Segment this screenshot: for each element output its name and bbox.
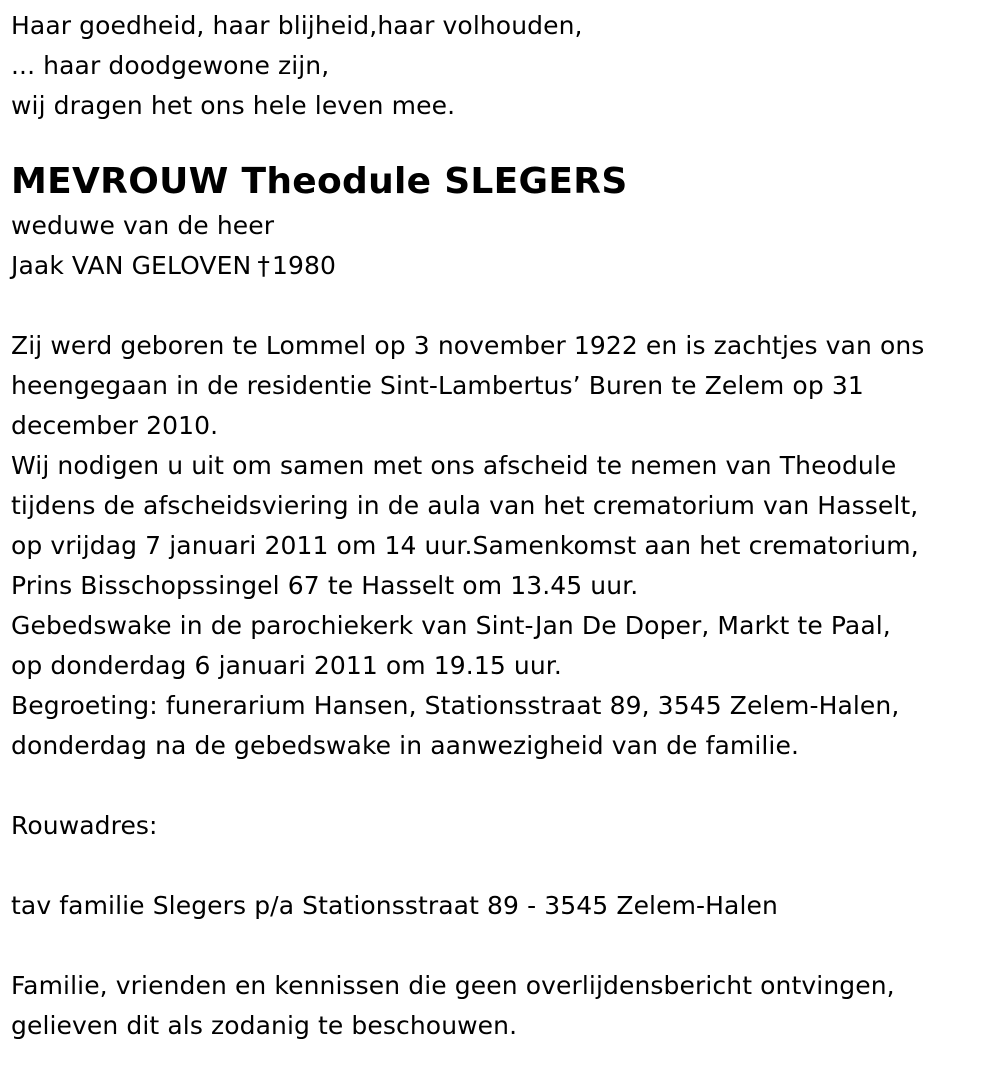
closing-line: gelieven dit als zodanig te beschouwen. (11, 1011, 518, 1040)
announcement-block (11, 326, 991, 766)
announcement-line: op donderdag 6 januari 2011 om 19.15 uur. (11, 651, 562, 680)
spacer (11, 846, 991, 886)
announcement-line: op vrijdag 7 januari 2011 om 14 uur.Samenkomst aan het crematorium, (11, 531, 919, 560)
announcement-line: tijdens de afscheidsviering in de aula van het crematorium van Hasselt, (11, 491, 919, 520)
obituary-document (11, 6, 991, 1046)
poem-line: Haar goedheid, haar blijheid,haar volhouden, (11, 11, 583, 40)
announcement-line: Zij werd geboren te Lommel op 3 november 1922 en is zachtjes van ons (11, 331, 925, 360)
mourning-address: tav familie Slegers p/a Stationsstraat 89 - 3545 Zelem-Halen (11, 891, 778, 920)
spacer (11, 286, 991, 326)
spacer (11, 926, 991, 966)
mourning-address-label: Rouwadres: (11, 811, 158, 840)
announcement-line: Begroeting: funerarium Hansen, Stationsstraat 89, 3545 Zelem-Halen, (11, 691, 900, 720)
announcement-line: Gebedswake in de parochiekerk van Sint-Jan De Doper, Markt te Paal, (11, 611, 891, 640)
announcement-line: december 2010. (11, 411, 219, 440)
deceased-relation: weduwe van de heer (11, 211, 275, 240)
announcement-line: heengegaan in de residentie Sint-Lambertus’ Buren te Zelem op 31 (11, 371, 864, 400)
closing-block (11, 966, 991, 1046)
announcement-line: Prins Bisschopssingel 67 te Hasselt om 13.45 uur. (11, 571, 639, 600)
poem-line: ... haar doodgewone zijn, (11, 51, 330, 80)
announcement-line: Wij nodigen u uit om samen met ons afscheid te nemen van Theodule (11, 451, 897, 480)
closing-line: Familie, vrienden en kennissen die geen overlijdensbericht ontvingen, (11, 971, 895, 1000)
spouse-name: Jaak VAN GELOVEN (11, 251, 252, 280)
poem-line: wij dragen het ons hele leven mee. (11, 91, 456, 120)
spouse-line (11, 246, 991, 286)
cross-icon: † (257, 251, 270, 280)
spacer (11, 766, 991, 806)
poem-block (11, 6, 991, 126)
spacer (11, 126, 991, 158)
spouse-death-year: 1980 (271, 251, 336, 280)
deceased-name-title: MEVROUW Theodule SLEGERS (11, 161, 628, 202)
announcement-line: donderdag na de gebedswake in aanwezigheid van de familie. (11, 731, 800, 760)
